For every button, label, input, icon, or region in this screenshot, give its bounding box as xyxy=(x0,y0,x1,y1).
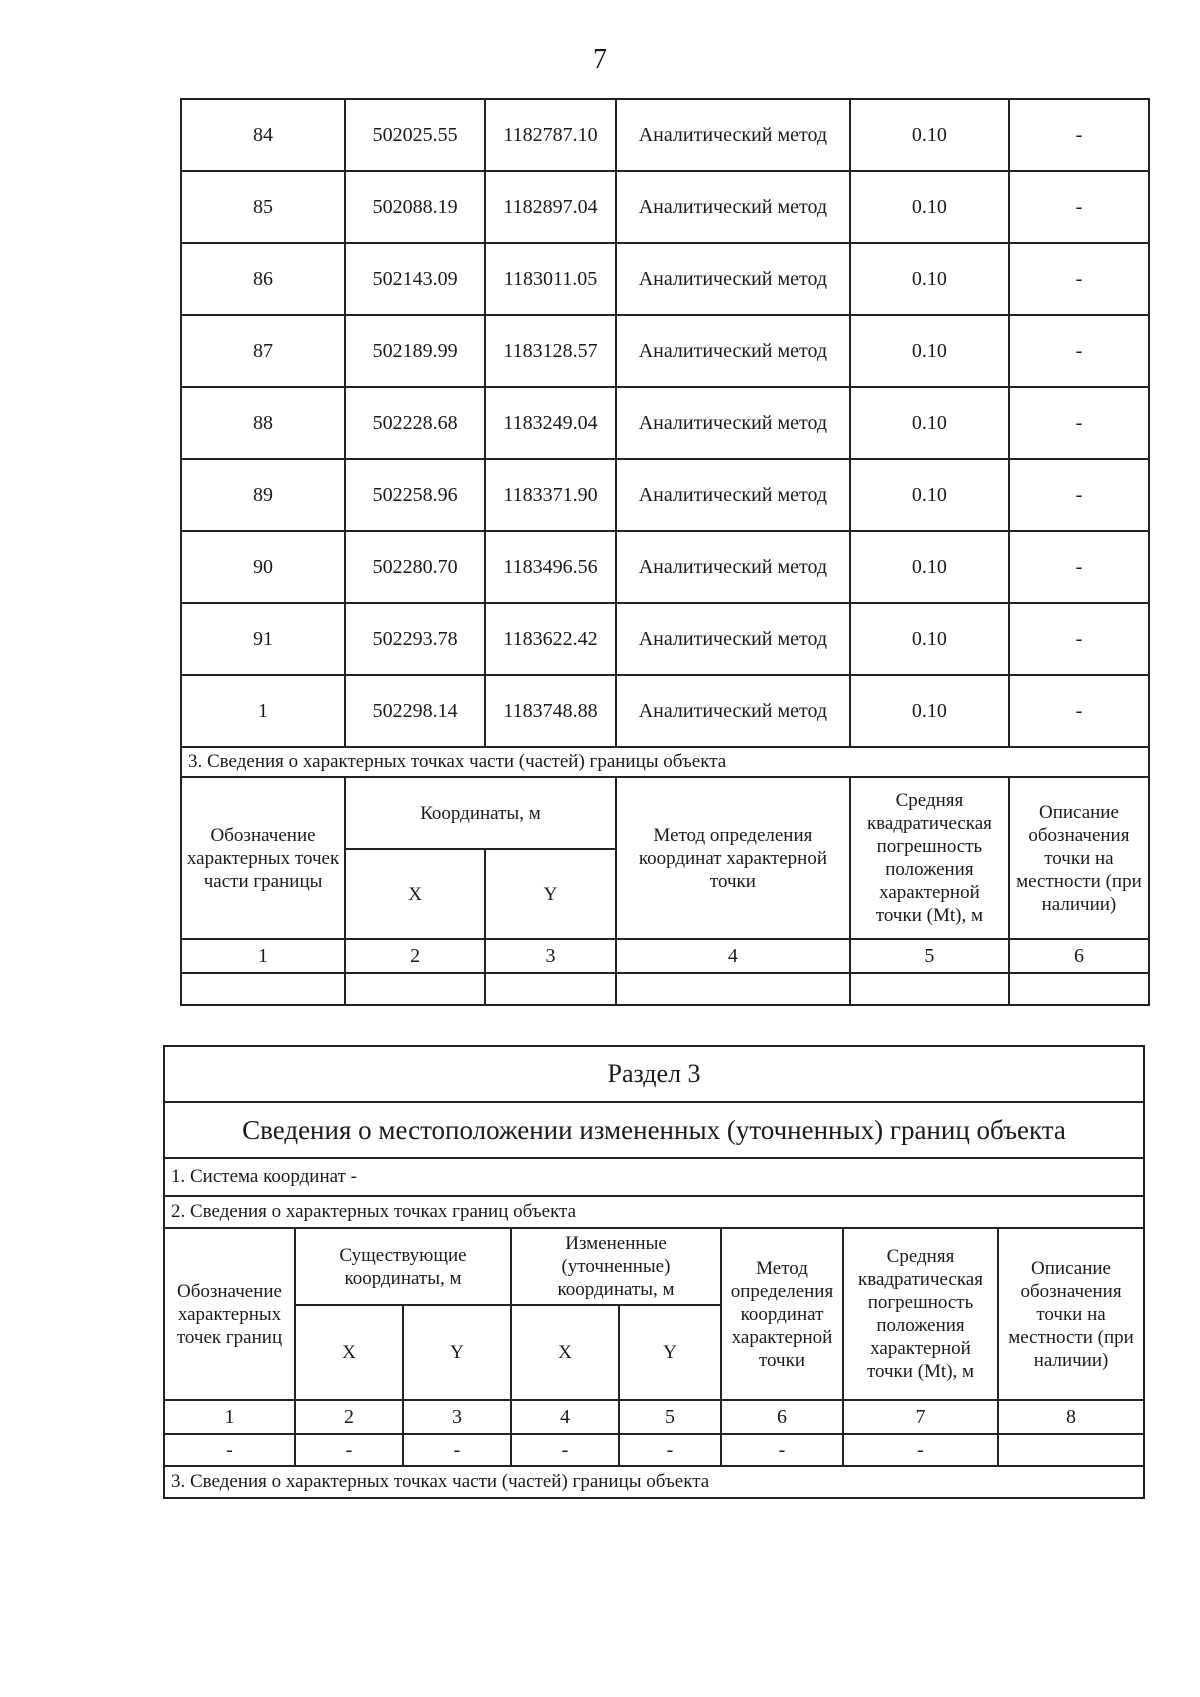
coord-x: 502298.14 xyxy=(345,675,485,747)
empty-cell xyxy=(1009,973,1149,1005)
coord-x: 502280.70 xyxy=(345,531,485,603)
section3-subheading: Сведения о местоположении измененных (уточненных) границ объекта xyxy=(164,1102,1144,1158)
col-number: 8 xyxy=(998,1400,1144,1434)
parts-title-row xyxy=(181,747,1149,777)
method: Аналитический метод xyxy=(616,171,850,243)
mt-value: 0.10 xyxy=(850,531,1009,603)
mt-value: 0.10 xyxy=(850,99,1009,171)
parts-number-row xyxy=(181,939,1149,973)
point-id: 87 xyxy=(181,315,345,387)
s3-header-method: Метод определения координат характерной точки xyxy=(721,1228,843,1400)
description: - xyxy=(1009,531,1149,603)
mt-value: 0.10 xyxy=(850,603,1009,675)
method: Аналитический метод xyxy=(616,675,850,747)
dash-cell: - xyxy=(511,1434,619,1466)
col-number: 2 xyxy=(295,1400,403,1434)
method: Аналитический метод xyxy=(616,315,850,387)
header-mt: Средняя квадратическая погрешность положения характерной точки (Mt), м xyxy=(850,777,1009,939)
table-row xyxy=(181,387,1149,459)
s3-header-y-changed: Y xyxy=(619,1305,721,1400)
dash-cell: - xyxy=(403,1434,511,1466)
empty-cell xyxy=(345,973,485,1005)
point-id: 85 xyxy=(181,171,345,243)
table-row xyxy=(181,531,1149,603)
points-table xyxy=(180,98,1150,1006)
col-number: 5 xyxy=(850,939,1009,973)
s3-header-changed: Измененные (уточненные) координаты, м xyxy=(511,1228,721,1305)
point-id: 90 xyxy=(181,531,345,603)
description: - xyxy=(1009,243,1149,315)
col-number: 5 xyxy=(619,1400,721,1434)
mt-value: 0.10 xyxy=(850,387,1009,459)
description: - xyxy=(1009,459,1149,531)
coord-y: 1183128.57 xyxy=(485,315,616,387)
col-number: 2 xyxy=(345,939,485,973)
method: Аналитический метод xyxy=(616,531,850,603)
table-row xyxy=(181,171,1149,243)
coord-y: 1183496.56 xyxy=(485,531,616,603)
section3-number-row xyxy=(164,1400,1144,1434)
coord-x: 502143.09 xyxy=(345,243,485,315)
coord-y: 1183371.90 xyxy=(485,459,616,531)
empty-cell xyxy=(850,973,1009,1005)
col-number: 3 xyxy=(403,1400,511,1434)
empty-cell xyxy=(485,973,616,1005)
description: - xyxy=(1009,675,1149,747)
mt-value: 0.10 xyxy=(850,243,1009,315)
coord-x: 502228.68 xyxy=(345,387,485,459)
col-number: 3 xyxy=(485,939,616,973)
dash-cell: - xyxy=(619,1434,721,1466)
coord-system: 1. Система координат - xyxy=(164,1158,1144,1196)
s3-header-mt: Средняя квадратическая погрешность положения характерной точки (Mt), м xyxy=(843,1228,998,1400)
coord-x: 502258.96 xyxy=(345,459,485,531)
mt-value: 0.10 xyxy=(850,171,1009,243)
description: - xyxy=(1009,603,1149,675)
s3-header-y-existing: Y xyxy=(403,1305,511,1400)
dash-cell: - xyxy=(843,1434,998,1466)
points-table-body xyxy=(181,99,1149,747)
points-title-row xyxy=(164,1196,1144,1228)
s3-header-x-changed: X xyxy=(511,1305,619,1400)
point-id: 88 xyxy=(181,387,345,459)
table-row xyxy=(181,675,1149,747)
mt-value: 0.10 xyxy=(850,675,1009,747)
points-title: 2. Сведения о характерных точках границ объекта xyxy=(164,1196,1144,1228)
description: - xyxy=(1009,315,1149,387)
col-number: 6 xyxy=(1009,939,1149,973)
coord-x: 502189.99 xyxy=(345,315,485,387)
section3-dash-row xyxy=(164,1434,1144,1466)
dash-cell: - xyxy=(721,1434,843,1466)
method: Аналитический метод xyxy=(616,459,850,531)
s3-header-desc: Описание обозначения точки на местности (при наличии) xyxy=(998,1228,1144,1400)
section3-header-row-1 xyxy=(164,1228,1144,1305)
mt-value: 0.10 xyxy=(850,459,1009,531)
coord-x: 502025.55 xyxy=(345,99,485,171)
table-row xyxy=(181,315,1149,387)
col-number: 4 xyxy=(616,939,850,973)
table-row xyxy=(181,459,1149,531)
parts-empty-row xyxy=(181,973,1149,1005)
s3-header-point: Обозначение характерных точек границ xyxy=(164,1228,295,1400)
col-number: 6 xyxy=(721,1400,843,1434)
method: Аналитический метод xyxy=(616,387,850,459)
section3-parts-title-row xyxy=(164,1466,1144,1498)
point-id: 91 xyxy=(181,603,345,675)
point-id: 84 xyxy=(181,99,345,171)
coord-y: 1183748.88 xyxy=(485,675,616,747)
method: Аналитический метод xyxy=(616,603,850,675)
s3-header-x-existing: X xyxy=(295,1305,403,1400)
coord-y: 1183011.05 xyxy=(485,243,616,315)
col-number: 1 xyxy=(181,939,345,973)
coord-y: 1183249.04 xyxy=(485,387,616,459)
dash-cell: - xyxy=(164,1434,295,1466)
coord-x: 502293.78 xyxy=(345,603,485,675)
header-method: Метод определения координат характерной точки xyxy=(616,777,850,939)
table-row xyxy=(181,99,1149,171)
empty-cell xyxy=(616,973,850,1005)
method: Аналитический метод xyxy=(616,243,850,315)
header-point: Обозначение характерных точек части границы xyxy=(181,777,345,939)
page-number: 7 xyxy=(593,44,607,75)
header-x: X xyxy=(345,849,485,939)
point-id: 86 xyxy=(181,243,345,315)
coord-y: 1183622.42 xyxy=(485,603,616,675)
section3-heading-row xyxy=(164,1046,1144,1102)
parts-section-title: 3. Сведения о характерных точках части (частей) границы объекта xyxy=(181,747,1149,777)
section3-heading: Раздел 3 xyxy=(164,1046,1144,1102)
dash-cell: - xyxy=(295,1434,403,1466)
section3-table xyxy=(163,1045,1145,1499)
description: - xyxy=(1009,387,1149,459)
dash-cell xyxy=(998,1434,1144,1466)
header-y: Y xyxy=(485,849,616,939)
section3-parts-title: 3. Сведения о характерных точках части (частей) границы объекта xyxy=(164,1466,1144,1498)
mt-value: 0.10 xyxy=(850,315,1009,387)
description: - xyxy=(1009,99,1149,171)
method: Аналитический метод xyxy=(616,99,850,171)
s3-header-existing: Существующие координаты, м xyxy=(295,1228,511,1305)
header-desc: Описание обозначения точки на местности (при наличии) xyxy=(1009,777,1149,939)
table-row xyxy=(181,603,1149,675)
empty-cell xyxy=(181,973,345,1005)
table-row xyxy=(181,243,1149,315)
col-number: 7 xyxy=(843,1400,998,1434)
description: - xyxy=(1009,171,1149,243)
point-id: 89 xyxy=(181,459,345,531)
coord-system-row xyxy=(164,1158,1144,1196)
coord-x: 502088.19 xyxy=(345,171,485,243)
point-id: 1 xyxy=(181,675,345,747)
coord-y: 1182897.04 xyxy=(485,171,616,243)
col-number: 4 xyxy=(511,1400,619,1434)
coord-y: 1182787.10 xyxy=(485,99,616,171)
col-number: 1 xyxy=(164,1400,295,1434)
section3-subheading-row xyxy=(164,1102,1144,1158)
parts-header-row-1 xyxy=(181,777,1149,849)
header-coords: Координаты, м xyxy=(345,777,616,849)
